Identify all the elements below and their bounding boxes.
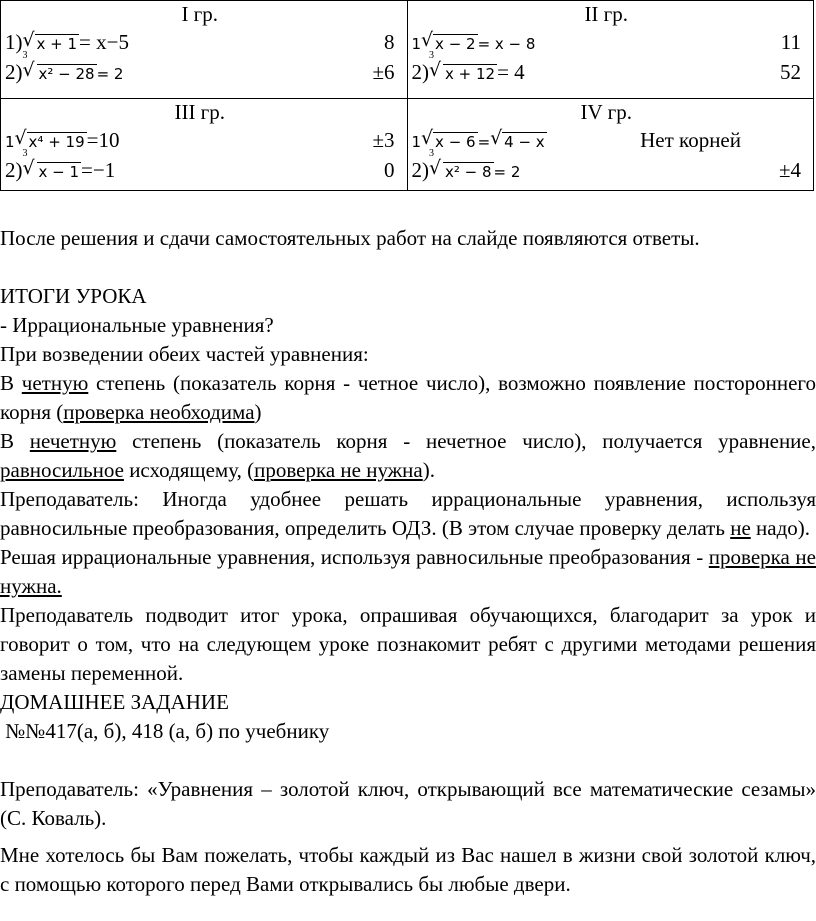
answers-note: После решения и сдачи самостоятельных работ на слайде появляются ответы. <box>0 226 700 250</box>
document-body <box>0 224 816 899</box>
answer: ±4 <box>778 158 801 182</box>
sqrt-sign: √ x − 6 <box>421 126 478 156</box>
group-title: III гр. <box>174 100 226 124</box>
equation-row: 2) √ 3 x − 1=−1 0 <box>5 156 395 186</box>
group-3-cell <box>1 99 408 191</box>
answer: ±6 <box>372 60 395 84</box>
equation-row: 1√ x⁴ + 19=10 ±3 <box>5 126 395 156</box>
equation-row: 2) √ 3 x² − 8 = 2 ±4 <box>412 156 802 186</box>
sqrt-sign: √ x⁴ + 19 <box>15 126 87 156</box>
homework-heading: ДОМАШНЕЕ ЗАДАНИЕ <box>0 690 229 714</box>
group-4-cell <box>407 99 814 191</box>
answer: 0 <box>384 158 395 182</box>
groups-table <box>0 0 814 191</box>
answer: ±3 <box>372 128 395 152</box>
sqrt-sign: √ 4 − x <box>490 126 547 156</box>
summary-heading: ИТОГИ УРОКА <box>0 284 147 308</box>
equivalent-transform-paragraph: Решая иррациональные уравнения, используя равносильные преобразования - проверка не нужна. <box>0 545 816 598</box>
group-2-cell <box>407 1 814 99</box>
answer: 52 <box>780 60 801 84</box>
wish-paragraph: Мне хотелось бы Вам пожелать, чтобы каждый из Вас нашел в жизни свой золотой ключ, с помощью которого перед Вами открывались бы любые двери. <box>0 843 816 896</box>
answer: 8 <box>384 30 395 54</box>
group-title: IV гр. <box>580 100 632 124</box>
homework-line: №№417(а, б), 418 (а, б) по учебнику <box>0 719 330 743</box>
lesson-summary-paragraph: Преподаватель подводит итог урока, опрашивая обучающихся, благодарит за урок и говорит о том, что на следующем уроке познакомит ребят с другими методами решения замены переменной. <box>0 603 816 685</box>
equation-row: 1)√ x + 1= x−5 8 <box>5 28 395 58</box>
equation-row: 2) √ 3 x + 12= 4 52 <box>412 58 802 88</box>
equation-row: 1√ x − 6 =√ 4 − x Нет корней <box>412 126 802 156</box>
answer: Нет корней <box>640 128 741 152</box>
group-title: I гр. <box>181 2 219 26</box>
cube-root-sign: √ 3 x² − 8 <box>429 156 494 186</box>
answer: 11 <box>780 30 801 54</box>
cube-root-sign: √ 3 x − 1 <box>23 156 82 186</box>
question-line: - Иррациональные уравнения? <box>0 313 274 337</box>
sqrt-sign: √ x − 2 <box>421 28 478 58</box>
equation-row: 1√ x − 2 = x − 8 11 <box>412 28 802 58</box>
even-degree-paragraph: В четную степень (показатель корня - четное число), возможно появление постороннего корня (проверка необходима) <box>0 371 816 424</box>
sqrt-sign: √ x + 1 <box>23 28 80 58</box>
teacher-note-paragraph: Преподаватель: Иногда удобнее решать иррациональные уравнения, используя равносильные преобразования, определить ОДЗ. (В этом случае проверку делать не надо). <box>0 487 816 540</box>
equation-row: 2) √ 3 x² − 28 = 2 ±6 <box>5 58 395 88</box>
cube-root-sign: √ 3 x² − 28 <box>23 58 97 88</box>
quote-paragraph: Преподаватель: «Уравнения – золотой ключ, открывающий все математические сезамы» (С. Коваль). <box>0 777 816 830</box>
group-title: II гр. <box>584 2 629 26</box>
group-1-cell <box>1 1 408 99</box>
raising-line: При возведении обеих частей уравнения: <box>0 342 369 366</box>
cube-root-sign: √ 3 x + 12 <box>429 58 497 88</box>
odd-degree-paragraph: В нечетную степень (показатель корня - нечетное число), получается уравнение, равносильное исходящему, (проверка не нужна). <box>0 429 816 482</box>
